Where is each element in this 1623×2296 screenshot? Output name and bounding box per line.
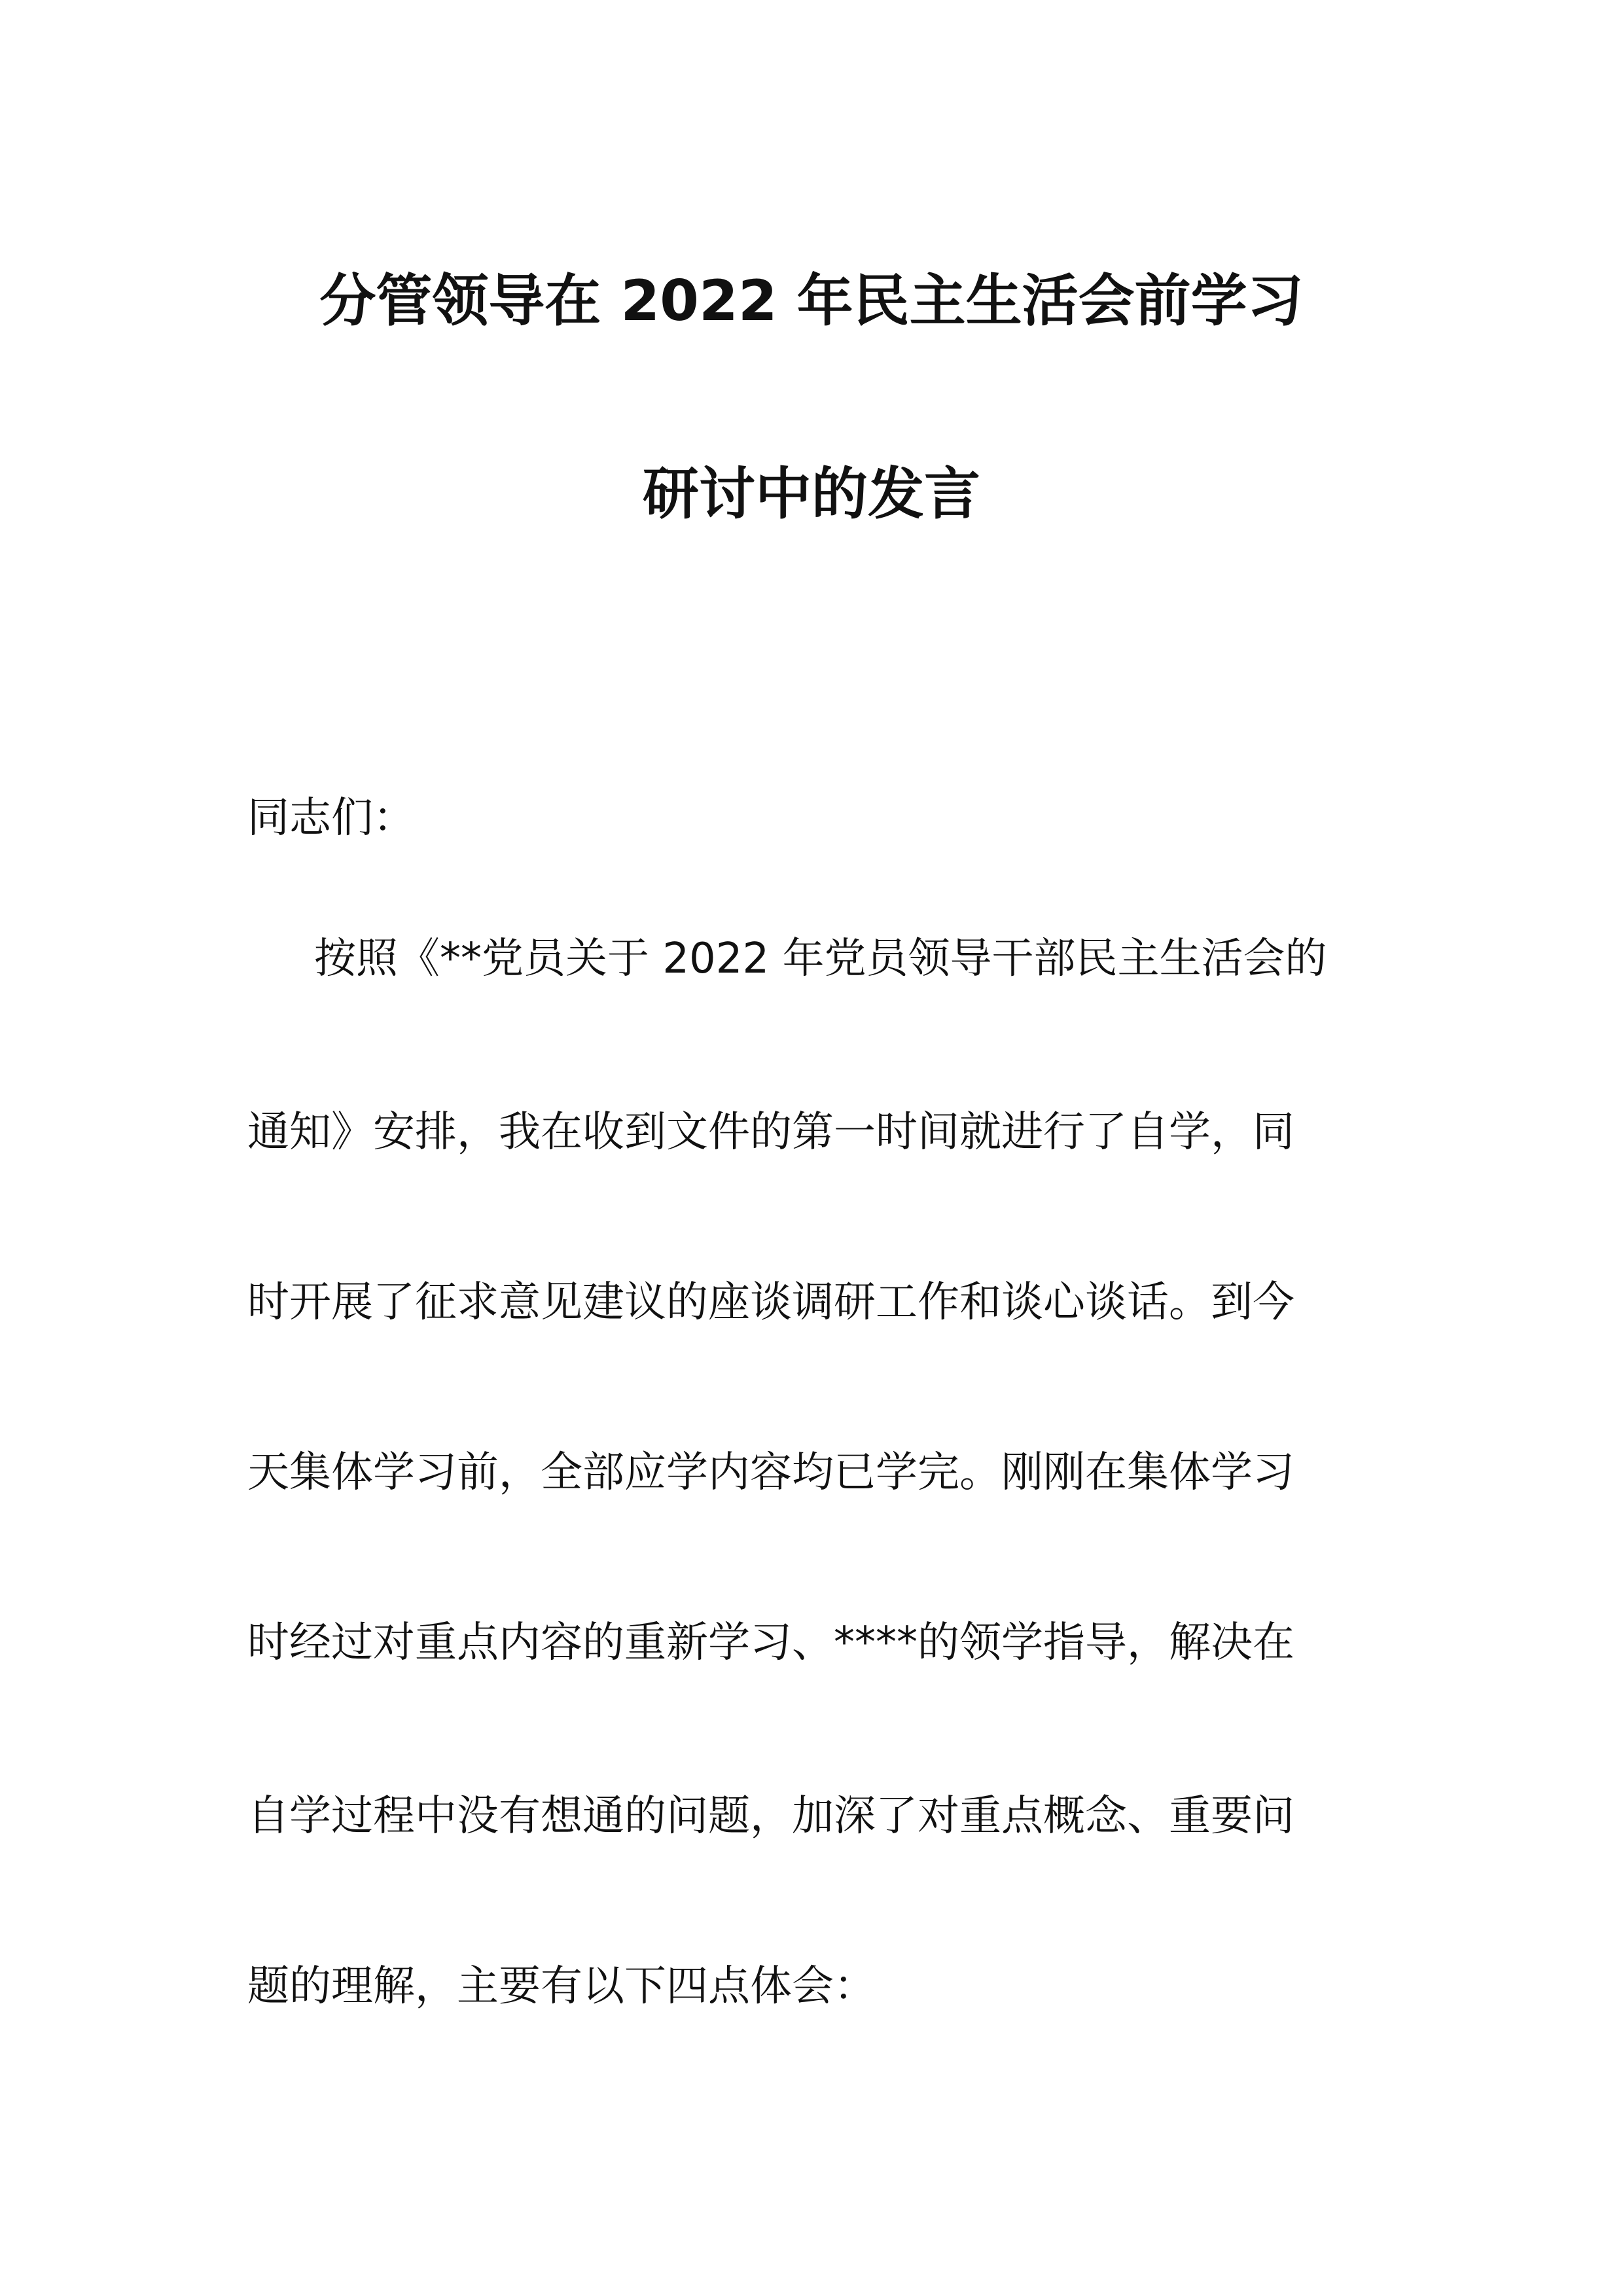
document-title-line-1: 分管领导在 2022 年民主生活会前学习 [319, 268, 1304, 334]
paragraph-line-5: 时经过对重点内容的重新学习、****的领学指导，解决在 [247, 1619, 1294, 1667]
document-title-line-2: 研讨中的发言 [643, 461, 980, 527]
paragraph-line-3: 时开展了征求意见建议的座谈调研工作和谈心谈话。到今 [247, 1278, 1294, 1327]
paragraph-line-2: 通知》安排，我在收到文件的第一时间就进行了自学，同 [247, 1108, 1294, 1157]
paragraph-line-6: 自学过程中没有想通的问题，加深了对重点概念、重要问 [247, 1792, 1294, 1840]
paragraph-line-1: 按照《**党员关于 2022 年党员领导干部民主生活会的 [314, 935, 1327, 983]
paragraph-line-7: 题的理解，主要有以下四点体会： [247, 1962, 876, 2011]
greeting: 同志们： [247, 794, 415, 842]
paragraph-line-4: 天集体学习前，全部应学内容均已学完。刚刚在集体学习 [247, 1448, 1294, 1497]
